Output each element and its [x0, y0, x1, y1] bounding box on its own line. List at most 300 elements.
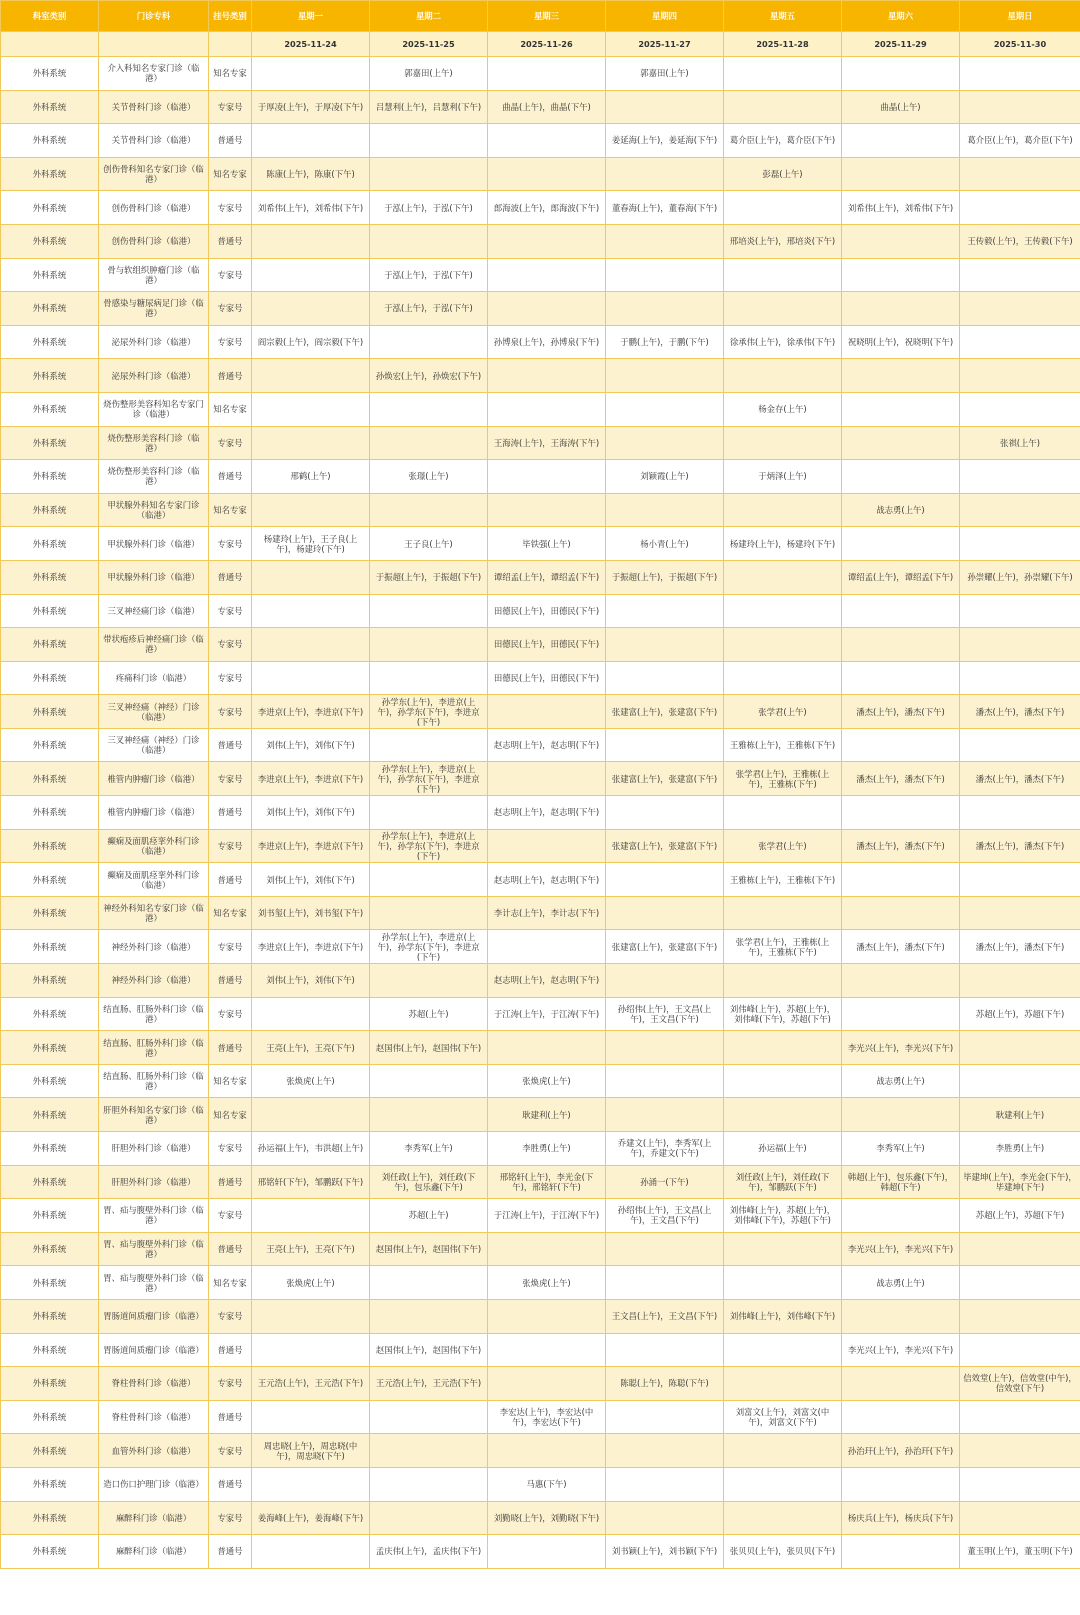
cell-sun: [960, 964, 1080, 998]
cell-registration-type: 普通号: [209, 1467, 252, 1501]
cell-registration-type: 普通号: [209, 1232, 252, 1266]
cell-mon: 孙运福(上午)，韦洪超(上午): [252, 1132, 370, 1166]
cell-wed: [488, 695, 606, 729]
column-header-mon: 星期一: [252, 1, 370, 32]
cell-thu: 张建富(上午)，张建富(下午): [606, 930, 724, 964]
cell-registration-type: 普通号: [209, 1031, 252, 1065]
cell-wed: [488, 829, 606, 863]
cell-fri: [724, 1064, 842, 1098]
cell-mon: [252, 258, 370, 292]
cell-fri: 张学君(上午)，王雅栋(上午)，王雅栋(下午): [724, 930, 842, 964]
cell-tue: 王元浩(上午)，王元浩(下午): [370, 1367, 488, 1401]
table-row: [1, 90, 1080, 124]
cell-wed: 田德民(上午)，田德民(下午): [488, 628, 606, 662]
date-cell-dept-category: [1, 32, 99, 57]
cell-dept-category: 外科系统: [1, 661, 99, 695]
table-row: [1, 1501, 1080, 1535]
cell-sun: [960, 896, 1080, 930]
cell-clinic-specialty: 造口伤口护理门诊（临港）: [99, 1467, 209, 1501]
cell-dept-category: 外科系统: [1, 258, 99, 292]
cell-clinic-specialty: 肝胆外科门诊（临港）: [99, 1165, 209, 1199]
cell-clinic-specialty: 泌尿外科门诊（临港）: [99, 359, 209, 393]
cell-registration-type: 普通号: [209, 224, 252, 258]
date-row: [1, 32, 1080, 57]
cell-sun: [960, 594, 1080, 628]
cell-registration-type: 普通号: [209, 1333, 252, 1367]
cell-sat: [842, 460, 960, 494]
cell-registration-type: 专家号: [209, 325, 252, 359]
cell-thu: [606, 1434, 724, 1468]
cell-sun: [960, 90, 1080, 124]
cell-sun: 耿建利(上午): [960, 1098, 1080, 1132]
cell-fri: [724, 191, 842, 225]
cell-clinic-specialty: 结直肠、肛肠外科门诊（临港）: [99, 997, 209, 1031]
cell-wed: 赵志明(上午)，赵志明(下午): [488, 964, 606, 998]
cell-dept-category: 外科系统: [1, 325, 99, 359]
cell-thu: [606, 728, 724, 762]
cell-dept-category: 外科系统: [1, 762, 99, 796]
cell-tue: [370, 628, 488, 662]
cell-fri: [724, 594, 842, 628]
cell-mon: [252, 224, 370, 258]
cell-sun: 潘杰(上午)，潘杰(下午): [960, 695, 1080, 729]
cell-dept-category: 外科系统: [1, 1031, 99, 1065]
cell-dept-category: 外科系统: [1, 695, 99, 729]
cell-sat: [842, 426, 960, 460]
cell-tue: 赵国伟(上午)，赵国伟(下午): [370, 1333, 488, 1367]
table-row: [1, 1333, 1080, 1367]
cell-dept-category: 外科系统: [1, 930, 99, 964]
cell-fri: [724, 1333, 842, 1367]
cell-tue: 苏超(上午): [370, 1199, 488, 1233]
cell-sat: 李秀军(上午): [842, 1132, 960, 1166]
cell-dept-category: 外科系统: [1, 1199, 99, 1233]
cell-registration-type: 专家号: [209, 1299, 252, 1333]
cell-sat: [842, 57, 960, 91]
table-row: [1, 1064, 1080, 1098]
cell-mon: [252, 661, 370, 695]
cell-wed: [488, 930, 606, 964]
cell-sun: [960, 1232, 1080, 1266]
date-cell-clinic-specialty: [99, 32, 209, 57]
table-row: [1, 57, 1080, 91]
cell-tue: 孙学东(上午)，李进京(上午)，孙学东(下午)，李进京(下午): [370, 762, 488, 796]
cell-sun: [960, 1333, 1080, 1367]
cell-fri: 彭磊(上午): [724, 157, 842, 191]
cell-dept-category: 外科系统: [1, 426, 99, 460]
cell-thu: 董春海(上午)，董春海(下午): [606, 191, 724, 225]
cell-tue: [370, 325, 488, 359]
cell-wed: [488, 762, 606, 796]
cell-thu: 王文昌(上午)，王文昌(下午): [606, 1299, 724, 1333]
cell-sat: 韩超(上午)，包乐鑫(下午)，韩超(下午): [842, 1165, 960, 1199]
cell-mon: [252, 124, 370, 158]
cell-registration-type: 专家号: [209, 762, 252, 796]
table-row: [1, 527, 1080, 561]
cell-dept-category: 外科系统: [1, 292, 99, 326]
cell-clinic-specialty: 泌尿外科门诊（临港）: [99, 325, 209, 359]
cell-mon: [252, 1333, 370, 1367]
cell-registration-type: 专家号: [209, 191, 252, 225]
table-row: [1, 829, 1080, 863]
table-row: [1, 930, 1080, 964]
cell-sun: [960, 1299, 1080, 1333]
cell-sun: 苏超(上午)，苏超(下午): [960, 997, 1080, 1031]
cell-tue: [370, 796, 488, 830]
cell-clinic-specialty: 神经外科知名专家门诊（临港）: [99, 896, 209, 930]
cell-thu: [606, 426, 724, 460]
cell-mon: [252, 1535, 370, 1569]
cell-fri: [724, 796, 842, 830]
column-header-sun: 星期日: [960, 1, 1080, 32]
cell-dept-category: 外科系统: [1, 863, 99, 897]
cell-registration-type: 普通号: [209, 1165, 252, 1199]
cell-fri: [724, 1501, 842, 1535]
cell-registration-type: 普通号: [209, 796, 252, 830]
cell-tue: [370, 1299, 488, 1333]
cell-sat: 李光兴(上午)，李光兴(下午): [842, 1232, 960, 1266]
cell-mon: 于厚凌(上午)，于厚凌(下午): [252, 90, 370, 124]
cell-sat: 战志勇(上午): [842, 1064, 960, 1098]
cell-thu: [606, 594, 724, 628]
cell-sat: [842, 1199, 960, 1233]
cell-tue: [370, 964, 488, 998]
cell-thu: [606, 896, 724, 930]
cell-fri: 刘富文(上午)，刘富文(中午)，刘富文(下午): [724, 1400, 842, 1434]
cell-fri: [724, 1266, 842, 1300]
cell-registration-type: 普通号: [209, 1535, 252, 1569]
cell-wed: [488, 1535, 606, 1569]
cell-mon: [252, 359, 370, 393]
cell-wed: [488, 224, 606, 258]
cell-mon: [252, 1400, 370, 1434]
cell-fri: 孙运福(上午): [724, 1132, 842, 1166]
cell-mon: [252, 1467, 370, 1501]
cell-registration-type: 专家号: [209, 930, 252, 964]
cell-mon: 王元浩(上午)，王元浩(下午): [252, 1367, 370, 1401]
table-row: [1, 1232, 1080, 1266]
cell-sat: [842, 594, 960, 628]
cell-mon: [252, 1199, 370, 1233]
cell-registration-type: 专家号: [209, 1132, 252, 1166]
cell-sun: [960, 1266, 1080, 1300]
cell-dept-category: 外科系统: [1, 1434, 99, 1468]
cell-mon: 刘伟(上午)，刘伟(下午): [252, 863, 370, 897]
cell-thu: 刘书颖(上午)，刘书颖(下午): [606, 1535, 724, 1569]
table-row: [1, 1132, 1080, 1166]
cell-mon: 邢铭轩(下午)，邹鹏跃(下午): [252, 1165, 370, 1199]
cell-registration-type: 知名专家: [209, 57, 252, 91]
cell-dept-category: 外科系统: [1, 392, 99, 426]
cell-clinic-specialty: 烧伤整形美容科门诊（临港）: [99, 426, 209, 460]
cell-sun: [960, 57, 1080, 91]
cell-dept-category: 外科系统: [1, 829, 99, 863]
cell-dept-category: 外科系统: [1, 628, 99, 662]
cell-sun: [960, 258, 1080, 292]
cell-thu: 乔建文(上午)，李秀军(上午)，乔建文(下午): [606, 1132, 724, 1166]
cell-registration-type: 专家号: [209, 997, 252, 1031]
cell-clinic-specialty: 甲状腺外科知名专家门诊（临港）: [99, 493, 209, 527]
cell-dept-category: 外科系统: [1, 359, 99, 393]
cell-wed: [488, 392, 606, 426]
cell-wed: [488, 493, 606, 527]
table-row: [1, 1400, 1080, 1434]
cell-fri: [724, 426, 842, 460]
table-row: [1, 997, 1080, 1031]
cell-tue: [370, 896, 488, 930]
cell-wed: [488, 1367, 606, 1401]
cell-clinic-specialty: 神经外科门诊（临港）: [99, 964, 209, 998]
cell-sat: [842, 863, 960, 897]
cell-clinic-specialty: 介入科知名专家门诊（临港）: [99, 57, 209, 91]
cell-dept-category: 外科系统: [1, 1064, 99, 1098]
cell-clinic-specialty: 三叉神经痛（神经）门诊（临港）: [99, 695, 209, 729]
cell-registration-type: 普通号: [209, 1400, 252, 1434]
cell-sun: [960, 191, 1080, 225]
cell-registration-type: 专家号: [209, 661, 252, 695]
cell-registration-type: 知名专家: [209, 1064, 252, 1098]
cell-clinic-specialty: 骨感染与糖尿病足门诊（临港）: [99, 292, 209, 326]
cell-thu: [606, 157, 724, 191]
cell-sat: [842, 224, 960, 258]
cell-tue: 于振超(上午)，于振超(下午): [370, 560, 488, 594]
cell-tue: [370, 661, 488, 695]
cell-wed: 王海涛(上午)，王海涛(下午): [488, 426, 606, 460]
cell-sun: [960, 527, 1080, 561]
cell-dept-category: 外科系统: [1, 527, 99, 561]
cell-clinic-specialty: 脊柱骨科门诊（临港）: [99, 1367, 209, 1401]
cell-sat: [842, 1367, 960, 1401]
cell-thu: [606, 493, 724, 527]
cell-tue: 于泓(上午)，于泓(下午): [370, 292, 488, 326]
date-cell-tue: 2025-11-25: [370, 32, 488, 57]
cell-sat: 战志勇(上午): [842, 493, 960, 527]
cell-sat: [842, 359, 960, 393]
cell-tue: [370, 1266, 488, 1300]
cell-dept-category: 外科系统: [1, 1132, 99, 1166]
cell-sat: 潘杰(上午)，潘杰(下午): [842, 829, 960, 863]
table-row: [1, 896, 1080, 930]
cell-clinic-specialty: 创伤骨科门诊（临港）: [99, 224, 209, 258]
cell-registration-type: 专家号: [209, 594, 252, 628]
column-header-dept-category: 科室类别: [1, 1, 99, 32]
cell-thu: [606, 392, 724, 426]
cell-tue: 孙学东(上午)，李进京(上午)，孙学东(下午)，李进京(下午): [370, 930, 488, 964]
cell-thu: 张建富(上午)，张建富(下午): [606, 695, 724, 729]
cell-thu: 张建富(上午)，张建富(下午): [606, 829, 724, 863]
cell-tue: 孙学东(上午)，李进京(上午)，孙学东(下午)，李进京(下午): [370, 829, 488, 863]
table-row: [1, 1031, 1080, 1065]
cell-mon: [252, 392, 370, 426]
cell-registration-type: 普通号: [209, 964, 252, 998]
cell-sat: [842, 896, 960, 930]
cell-tue: 孙学东(上午)，李进京(上午)，孙学东(下午)，李进京(下午): [370, 695, 488, 729]
cell-registration-type: 专家号: [209, 1501, 252, 1535]
table-row: [1, 426, 1080, 460]
cell-wed: 于江涛(上午)，于江涛(下午): [488, 1199, 606, 1233]
cell-dept-category: 外科系统: [1, 1299, 99, 1333]
cell-tue: [370, 1434, 488, 1468]
table-row: [1, 325, 1080, 359]
cell-mon: [252, 628, 370, 662]
cell-dept-category: 外科系统: [1, 57, 99, 91]
cell-wed: 耿建利(上午): [488, 1098, 606, 1132]
cell-wed: 刘勤晓(上午)，刘勤晓(下午): [488, 1501, 606, 1535]
cell-sat: [842, 292, 960, 326]
cell-clinic-specialty: 甲状腺外科门诊（临港）: [99, 560, 209, 594]
cell-mon: 刘伟(上午)，刘伟(下午): [252, 964, 370, 998]
cell-registration-type: 专家号: [209, 292, 252, 326]
cell-sun: 潘杰(上午)，潘杰(下午): [960, 930, 1080, 964]
cell-mon: 李进京(上午)，李进京(下午): [252, 762, 370, 796]
date-cell-wed: 2025-11-26: [488, 32, 606, 57]
cell-fri: [724, 964, 842, 998]
cell-wed: 谭绍孟(上午)，谭绍孟(下午): [488, 560, 606, 594]
cell-thu: [606, 628, 724, 662]
cell-sun: 毕建坤(上午)，李光金(下午)，毕建坤(下午): [960, 1165, 1080, 1199]
cell-dept-category: 外科系统: [1, 594, 99, 628]
cell-thu: [606, 1400, 724, 1434]
cell-thu: [606, 292, 724, 326]
cell-tue: 孟庆伟(上午)，孟庆伟(下午): [370, 1535, 488, 1569]
header-row: [1, 1, 1080, 32]
cell-thu: 于振超(上午)，于振超(下午): [606, 560, 724, 594]
cell-sun: [960, 325, 1080, 359]
cell-wed: 孙博泉(上午)，孙博泉(下午): [488, 325, 606, 359]
cell-dept-category: 外科系统: [1, 1098, 99, 1132]
column-header-thu: 星期四: [606, 1, 724, 32]
cell-sun: [960, 1501, 1080, 1535]
cell-fri: [724, 292, 842, 326]
cell-thu: 刘颖霞(上午): [606, 460, 724, 494]
cell-registration-type: 专家号: [209, 426, 252, 460]
cell-sat: 潘杰(上午)，潘杰(下午): [842, 695, 960, 729]
cell-sun: [960, 292, 1080, 326]
cell-fri: 王雅栋(上午)，王雅栋(下午): [724, 863, 842, 897]
table-row: [1, 796, 1080, 830]
cell-mon: [252, 1299, 370, 1333]
cell-wed: [488, 57, 606, 91]
cell-sat: [842, 1400, 960, 1434]
cell-tue: 于泓(上午)，于泓(下午): [370, 191, 488, 225]
cell-tue: [370, 493, 488, 527]
cell-dept-category: 外科系统: [1, 964, 99, 998]
cell-fri: [724, 258, 842, 292]
table-row: [1, 628, 1080, 662]
cell-tue: [370, 1098, 488, 1132]
cell-thu: 孙绍伟(上午)，王文昌(上午)，王文昌(下午): [606, 1199, 724, 1233]
cell-mon: 李进京(上午)，李进京(下午): [252, 930, 370, 964]
cell-mon: 姜海峰(上午)，姜海峰(下午): [252, 1501, 370, 1535]
cell-sun: 潘杰(上午)，潘杰(下午): [960, 762, 1080, 796]
cell-thu: 孙涌一(下午): [606, 1165, 724, 1199]
column-header-sat: 星期六: [842, 1, 960, 32]
cell-sat: 曲晶(上午): [842, 90, 960, 124]
cell-fri: [724, 57, 842, 91]
cell-fri: 张学君(上午): [724, 829, 842, 863]
cell-thu: [606, 1501, 724, 1535]
cell-thu: [606, 796, 724, 830]
cell-sat: [842, 527, 960, 561]
cell-sat: [842, 628, 960, 662]
cell-thu: 陈聪(上午)，陈聪(下午): [606, 1367, 724, 1401]
table-row: [1, 392, 1080, 426]
cell-clinic-specialty: 三叉神经痛门诊（临港）: [99, 594, 209, 628]
table-row: [1, 191, 1080, 225]
cell-thu: [606, 863, 724, 897]
cell-sat: 刘希伟(上午)，刘希伟(下午): [842, 191, 960, 225]
cell-sat: 谭绍孟(上午)，谭绍孟(下午): [842, 560, 960, 594]
cell-registration-type: 知名专家: [209, 493, 252, 527]
cell-fri: [724, 90, 842, 124]
cell-clinic-specialty: 麻醉科门诊（临港）: [99, 1535, 209, 1569]
cell-wed: 张焕虎(上午): [488, 1266, 606, 1300]
cell-sat: [842, 157, 960, 191]
cell-sat: 潘杰(上午)，潘杰(下午): [842, 930, 960, 964]
cell-sat: 战志勇(上午): [842, 1266, 960, 1300]
cell-wed: [488, 1333, 606, 1367]
cell-sat: 孙治玕(上午)，孙治玕(下午): [842, 1434, 960, 1468]
cell-thu: [606, 1467, 724, 1501]
cell-thu: 张建富(上午)，张建富(下午): [606, 762, 724, 796]
cell-fri: 王雅栋(上午)，王雅栋(下午): [724, 728, 842, 762]
cell-sun: 孙崇耀(上午)，孙崇耀(下午): [960, 560, 1080, 594]
cell-sat: [842, 661, 960, 695]
cell-sat: [842, 728, 960, 762]
cell-tue: [370, 392, 488, 426]
cell-thu: [606, 90, 724, 124]
column-header-clinic-specialty: 门诊专科: [99, 1, 209, 32]
table-row: [1, 460, 1080, 494]
cell-sun: [960, 661, 1080, 695]
table-row: [1, 224, 1080, 258]
cell-sat: [842, 997, 960, 1031]
cell-mon: 陈康(上午)，陈康(下午): [252, 157, 370, 191]
cell-thu: [606, 661, 724, 695]
cell-clinic-specialty: 创伤骨科门诊（临港）: [99, 191, 209, 225]
table-body: [1, 57, 1080, 1569]
cell-sun: 信效堂(上午)，信效堂(中午)，信效堂(下午): [960, 1367, 1080, 1401]
cell-fri: 邢培炎(上午)，邢培炎(下午): [724, 224, 842, 258]
cell-fri: [724, 1467, 842, 1501]
column-header-tue: 星期二: [370, 1, 488, 32]
cell-mon: 王亮(上午)，王亮(下午): [252, 1232, 370, 1266]
table-row: [1, 124, 1080, 158]
cell-registration-type: 普通号: [209, 124, 252, 158]
cell-sun: [960, 1467, 1080, 1501]
table-row: [1, 1367, 1080, 1401]
cell-dept-category: 外科系统: [1, 997, 99, 1031]
cell-fri: 刘伟峰(上午)，刘伟峰(下午): [724, 1299, 842, 1333]
cell-tue: 于泓(上午)，于泓(下午): [370, 258, 488, 292]
cell-thu: [606, 1266, 724, 1300]
cell-fri: 张贝贝(上午)，张贝贝(下午): [724, 1535, 842, 1569]
cell-sat: 李光兴(上午)，李光兴(下午): [842, 1333, 960, 1367]
cell-clinic-specialty: 疼痛科门诊（临港）: [99, 661, 209, 695]
cell-tue: 赵国伟(上午)，赵国伟(下午): [370, 1232, 488, 1266]
cell-thu: 姜延海(上午)，姜延海(下午): [606, 124, 724, 158]
table-row: [1, 258, 1080, 292]
cell-registration-type: 专家号: [209, 829, 252, 863]
cell-dept-category: 外科系统: [1, 1333, 99, 1367]
cell-registration-type: 专家号: [209, 1199, 252, 1233]
cell-mon: 杨建玲(上午)，王子良(上午)，杨建玲(下午): [252, 527, 370, 561]
table-row: [1, 762, 1080, 796]
cell-wed: [488, 157, 606, 191]
cell-clinic-specialty: 血管外科门诊（临港）: [99, 1434, 209, 1468]
cell-fri: [724, 628, 842, 662]
cell-clinic-specialty: 关节骨科门诊（临港）: [99, 124, 209, 158]
